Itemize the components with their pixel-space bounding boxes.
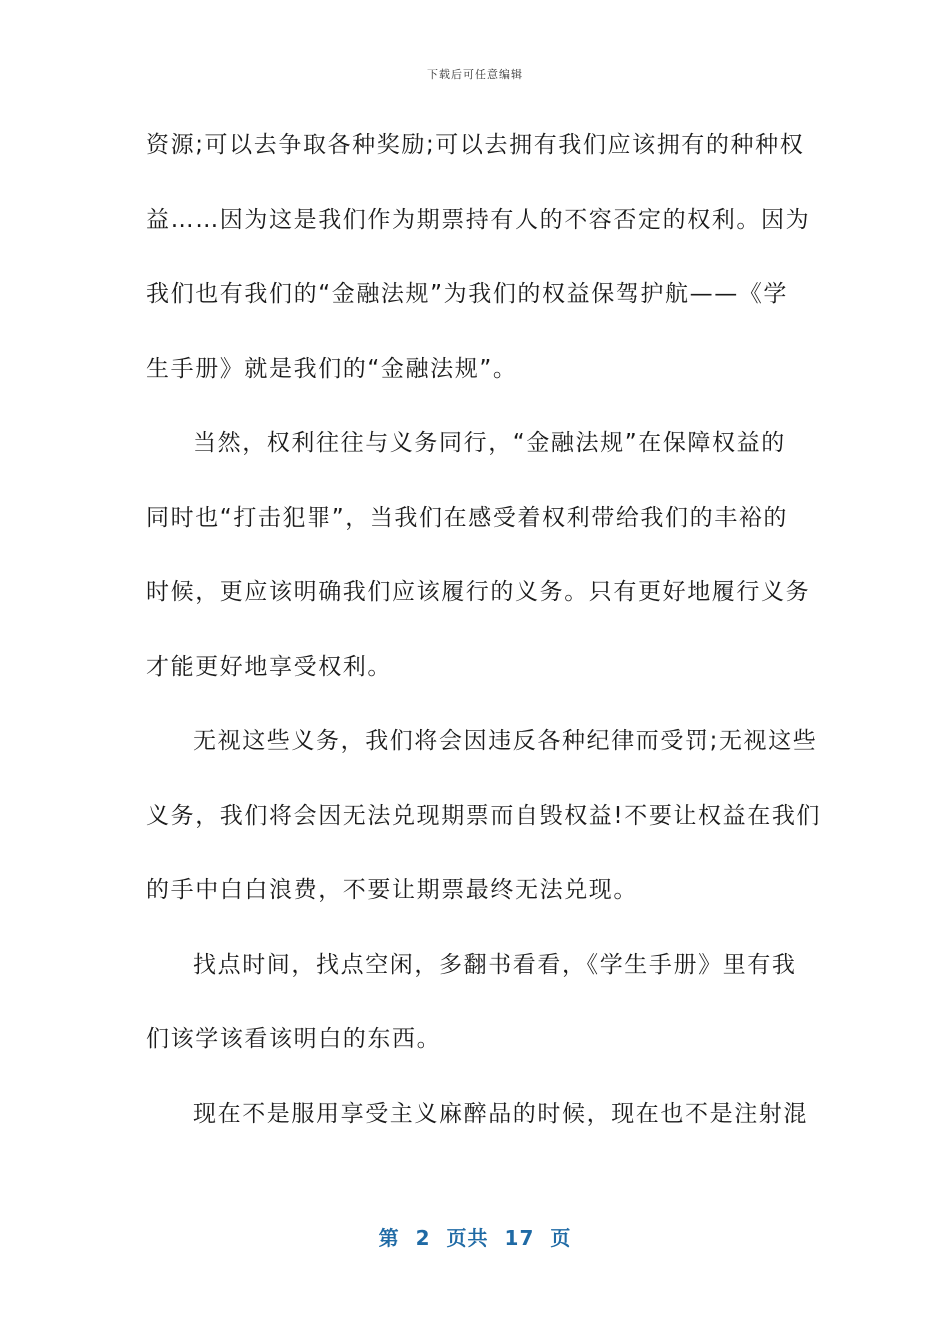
footer-middle: 页共	[446, 1226, 489, 1250]
current-page-number: 2	[415, 1226, 431, 1250]
body-line: 益……因为这是我们作为期票持有人的不容否定的权利。因为	[146, 206, 811, 233]
total-pages-number: 17	[504, 1226, 535, 1250]
body-line: 才能更好地享受权利。	[146, 653, 392, 680]
body-line: 资源;可以去争取各种奖励;可以去拥有我们应该拥有的种种权	[146, 132, 805, 158]
body-line: 同时也“打击犯罪”，当我们在感受着权利带给我们的丰裕的	[146, 504, 789, 531]
body-line: 的手中白白浪费，不要让期票最终无法兑现。	[146, 877, 638, 903]
paragraph-first-line: 找点时间，找点空闲，多翻书看看，《学生手册》里有我	[193, 951, 797, 978]
paragraph-first-line: 当然，权利往往与义务同行，“金融法规”在保障权益的	[193, 430, 786, 456]
page-header: 下载后可任意编辑	[427, 68, 523, 81]
body-line: 我们也有我们的“金融法规”为我们的权益保驾护航——《学	[146, 281, 789, 307]
body-line: 义务，我们将会因无法兑现期票而自毁权益!不要让权益在我们	[146, 802, 822, 829]
body-line: 们该学该看该明白的东西。	[146, 1026, 442, 1052]
body-line: 时候，更应该明确我们应该履行的义务。只有更好地履行义务	[146, 579, 811, 605]
page-footer	[0, 1222, 950, 1251]
footer-suffix: 页	[550, 1226, 572, 1250]
footer-prefix: 第	[378, 1226, 400, 1250]
paragraph-first-line: 无视这些义务，我们将会因违反各种纪律而受罚;无视这些	[193, 728, 818, 754]
body-line: 生手册》就是我们的“金融法规”。	[146, 355, 518, 382]
document-body	[146, 118, 822, 1161]
paragraph-first-line: 现在不是服用享受主义麻醉品的时候，现在也不是注射混	[193, 1100, 808, 1127]
